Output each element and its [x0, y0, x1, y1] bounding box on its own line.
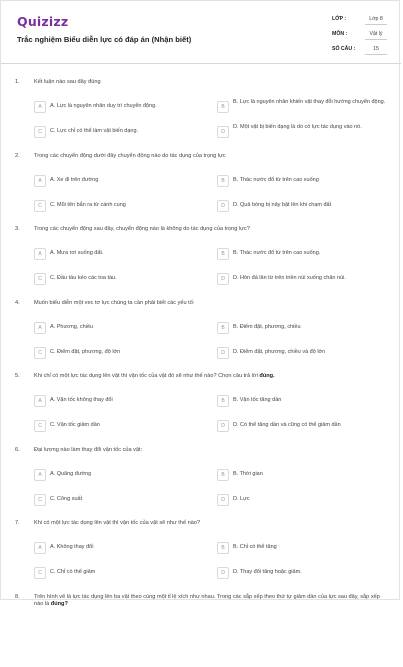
question-number: 5.	[15, 373, 20, 379]
option-a[interactable]	[34, 322, 194, 336]
option-text: C. Điểm đặt, phương, độ lớn	[50, 349, 200, 356]
question-text: Muốn biểu diễn một vec tơ lực chúng ta cần phải biết các yếu tố:	[34, 300, 389, 308]
option-text: D. Thay đổi tăng hoặc giảm.	[233, 569, 403, 576]
option-b[interactable]	[217, 175, 377, 189]
option-letter-box[interactable]: D	[217, 494, 229, 506]
quizizz-logo: Quizizz	[17, 14, 68, 29]
question-3	[1, 226, 401, 300]
meta-count-row	[332, 44, 387, 59]
meta-class-value: Lớp 8	[365, 14, 387, 25]
question-4	[1, 300, 401, 374]
option-text: D. Điểm đặt, phương, chiều và độ lớn	[233, 349, 403, 356]
option-letter-box[interactable]: D	[217, 420, 229, 432]
option-letter-box[interactable]: C	[34, 494, 46, 506]
question-number: 8.	[15, 594, 20, 600]
meta-subject-label: MÔN :	[332, 31, 347, 37]
question-list	[1, 79, 401, 667]
option-text: A. Xe đi trên đường	[50, 177, 200, 184]
option-letter-box[interactable]: D	[217, 126, 229, 138]
option-text: B. Vận tốc tăng dần	[233, 397, 403, 404]
worksheet-meta	[332, 14, 387, 59]
question-8	[1, 594, 401, 667]
option-text: B. Chỉ có thể tăng	[233, 544, 403, 551]
meta-subject-value: Vật lý	[365, 29, 387, 40]
question-text-emphasis: đúng.	[259, 373, 274, 379]
option-a[interactable]	[34, 395, 194, 409]
option-b[interactable]	[217, 101, 377, 115]
option-text: C. Công suất	[50, 496, 200, 503]
option-text: B. Lực là nguyên nhân khiến vật thay đổi hướng chuyển động.	[233, 99, 403, 106]
option-b[interactable]	[217, 469, 377, 483]
option-text: D. Lực	[233, 496, 403, 503]
option-letter-box[interactable]: C	[34, 567, 46, 579]
option-c[interactable]	[34, 347, 194, 361]
option-text: B. Điểm đặt, phương, chiều	[233, 324, 403, 331]
option-d[interactable]	[217, 200, 377, 214]
option-d[interactable]	[217, 420, 377, 434]
option-letter-box[interactable]: B	[217, 175, 229, 187]
option-letter-box[interactable]: B	[217, 542, 229, 554]
option-text: A. Phương, chiều	[50, 324, 200, 331]
option-letter-box[interactable]: A	[34, 469, 46, 481]
option-letter-box[interactable]: B	[217, 395, 229, 407]
option-letter-box[interactable]: D	[217, 567, 229, 579]
option-text: A. Không thay đổi	[50, 544, 200, 551]
option-b[interactable]	[217, 542, 377, 556]
option-letter-box[interactable]: A	[34, 395, 46, 407]
option-text: B. Thời gian	[233, 471, 403, 478]
option-letter-box[interactable]: D	[217, 273, 229, 285]
option-text: D. Quả bóng bị nảy bật lên khi chạm đất	[233, 202, 403, 209]
worksheet-title: Trắc nghiệm Biểu diễn lực có đáp án (Nhận biết)	[17, 35, 191, 44]
option-letter-box[interactable]: B	[217, 248, 229, 260]
question-text: Đại lượng nào làm thay đổi vận tốc của vật:	[34, 447, 389, 455]
question-text: Kết luận nào sau đây đúng	[34, 79, 389, 87]
option-text: D. Hòn đá lăn từ trên triền núi xuống chân núi.	[233, 275, 403, 282]
option-letter-box[interactable]: B	[217, 469, 229, 481]
option-letter-box[interactable]: B	[217, 101, 229, 113]
option-a[interactable]	[34, 101, 194, 115]
question-text: Khi có một lực tác dụng lên vật thì vận tốc của vật sẽ như thế nào?	[34, 520, 389, 528]
option-c[interactable]	[34, 567, 194, 581]
option-letter-box[interactable]: C	[34, 347, 46, 359]
question-5	[1, 373, 401, 447]
option-letter-box[interactable]: D	[217, 347, 229, 359]
option-c[interactable]	[34, 200, 194, 214]
meta-subject-row	[332, 29, 387, 44]
option-text: C. Chỉ có thể giảm	[50, 569, 200, 576]
option-text: A. Lực là nguyên nhân duy trì chuyển động.	[50, 103, 200, 110]
option-a[interactable]	[34, 469, 194, 483]
question-number: 7.	[15, 520, 20, 526]
option-letter-box[interactable]: A	[34, 542, 46, 554]
meta-class-label: LỚP :	[332, 16, 346, 22]
option-a[interactable]	[34, 248, 194, 262]
question-text: Trong các chuyển động sau đây, chuyển động nào là không do tác dụng của trọng lực?	[34, 226, 389, 234]
option-letter-box[interactable]: C	[34, 273, 46, 285]
option-letter-box[interactable]: C	[34, 420, 46, 432]
option-letter-box[interactable]: A	[34, 101, 46, 113]
option-text: C. Lực chỉ có thể làm vật biến dạng.	[50, 128, 200, 135]
question-number: 4.	[15, 300, 20, 306]
question-number: 3.	[15, 226, 20, 232]
option-letter-box[interactable]: A	[34, 175, 46, 187]
option-c[interactable]	[34, 494, 194, 508]
option-b[interactable]	[217, 322, 377, 336]
option-text: D. Có thể tăng dần và cũng có thể giảm dần	[233, 422, 403, 429]
option-letter-box[interactable]: C	[34, 200, 46, 212]
option-text: A. Quãng đường	[50, 471, 200, 478]
meta-count-label: SỐ CÂU :	[332, 46, 355, 52]
question-text-plain: Khi chỉ có một lực tác dụng lên vật thì vận tốc của vật đó sẽ như thế nào? Chọn câu trả lời	[34, 373, 259, 379]
option-letter-box[interactable]: A	[34, 248, 46, 260]
option-text: A. Vận tốc không thay đổi	[50, 397, 200, 404]
question-text-plain: Trên hình vẽ là lực tác dụng lên ba vật theo cùng một tỉ lệ xích như nhau. Trong các sắp xếp theo thứ tự giảm dần của lực sau đây, sắp xếp nào là	[34, 594, 380, 608]
option-c[interactable]	[34, 273, 194, 287]
option-letter-box[interactable]: B	[217, 322, 229, 334]
question-number: 2.	[15, 153, 20, 159]
option-c[interactable]	[34, 126, 194, 140]
question-number: 1.	[15, 79, 20, 85]
question-text: Trong các chuyển động dưới đây chuyển động nào do tác dụng của trọng lực	[34, 153, 389, 161]
question-6	[1, 447, 401, 521]
option-a[interactable]	[34, 542, 194, 556]
option-b[interactable]	[217, 248, 377, 262]
option-letter-box[interactable]: A	[34, 322, 46, 334]
question-1	[1, 79, 401, 153]
option-c[interactable]	[34, 420, 194, 434]
option-d[interactable]	[217, 494, 377, 508]
option-d[interactable]	[217, 567, 377, 581]
question-7	[1, 520, 401, 594]
question-2	[1, 153, 401, 227]
option-d[interactable]	[217, 347, 377, 361]
option-text: C. Mũi tên bắn ra từ cánh cung	[50, 202, 200, 209]
question-number: 6.	[15, 447, 20, 453]
option-text: C. Vận tốc giảm dần	[50, 422, 200, 429]
option-text: D. Một vật bị biến dạng là do có lực tác dụng vào nó.	[233, 124, 403, 131]
option-letter-box[interactable]: C	[34, 126, 46, 138]
meta-class-row	[332, 14, 387, 29]
option-text: A. Mưa rơi xuống đất.	[50, 250, 200, 257]
question-text	[34, 373, 389, 381]
option-text: C. Đầu tàu kéo các toa tàu.	[50, 275, 200, 282]
meta-count-value: 15	[365, 44, 387, 55]
question-text-emphasis: đúng?	[51, 601, 68, 607]
option-text: B. Thác nước đổ từ trên cao xuống.	[233, 250, 403, 257]
worksheet-header	[1, 1, 401, 64]
option-d[interactable]	[217, 126, 377, 140]
option-d[interactable]	[217, 273, 377, 287]
option-text: B. Thác nước đổ từ trên cao xuống	[233, 177, 403, 184]
option-a[interactable]	[34, 175, 194, 189]
option-b[interactable]	[217, 395, 377, 409]
question-text	[34, 594, 389, 609]
option-letter-box[interactable]: D	[217, 200, 229, 212]
